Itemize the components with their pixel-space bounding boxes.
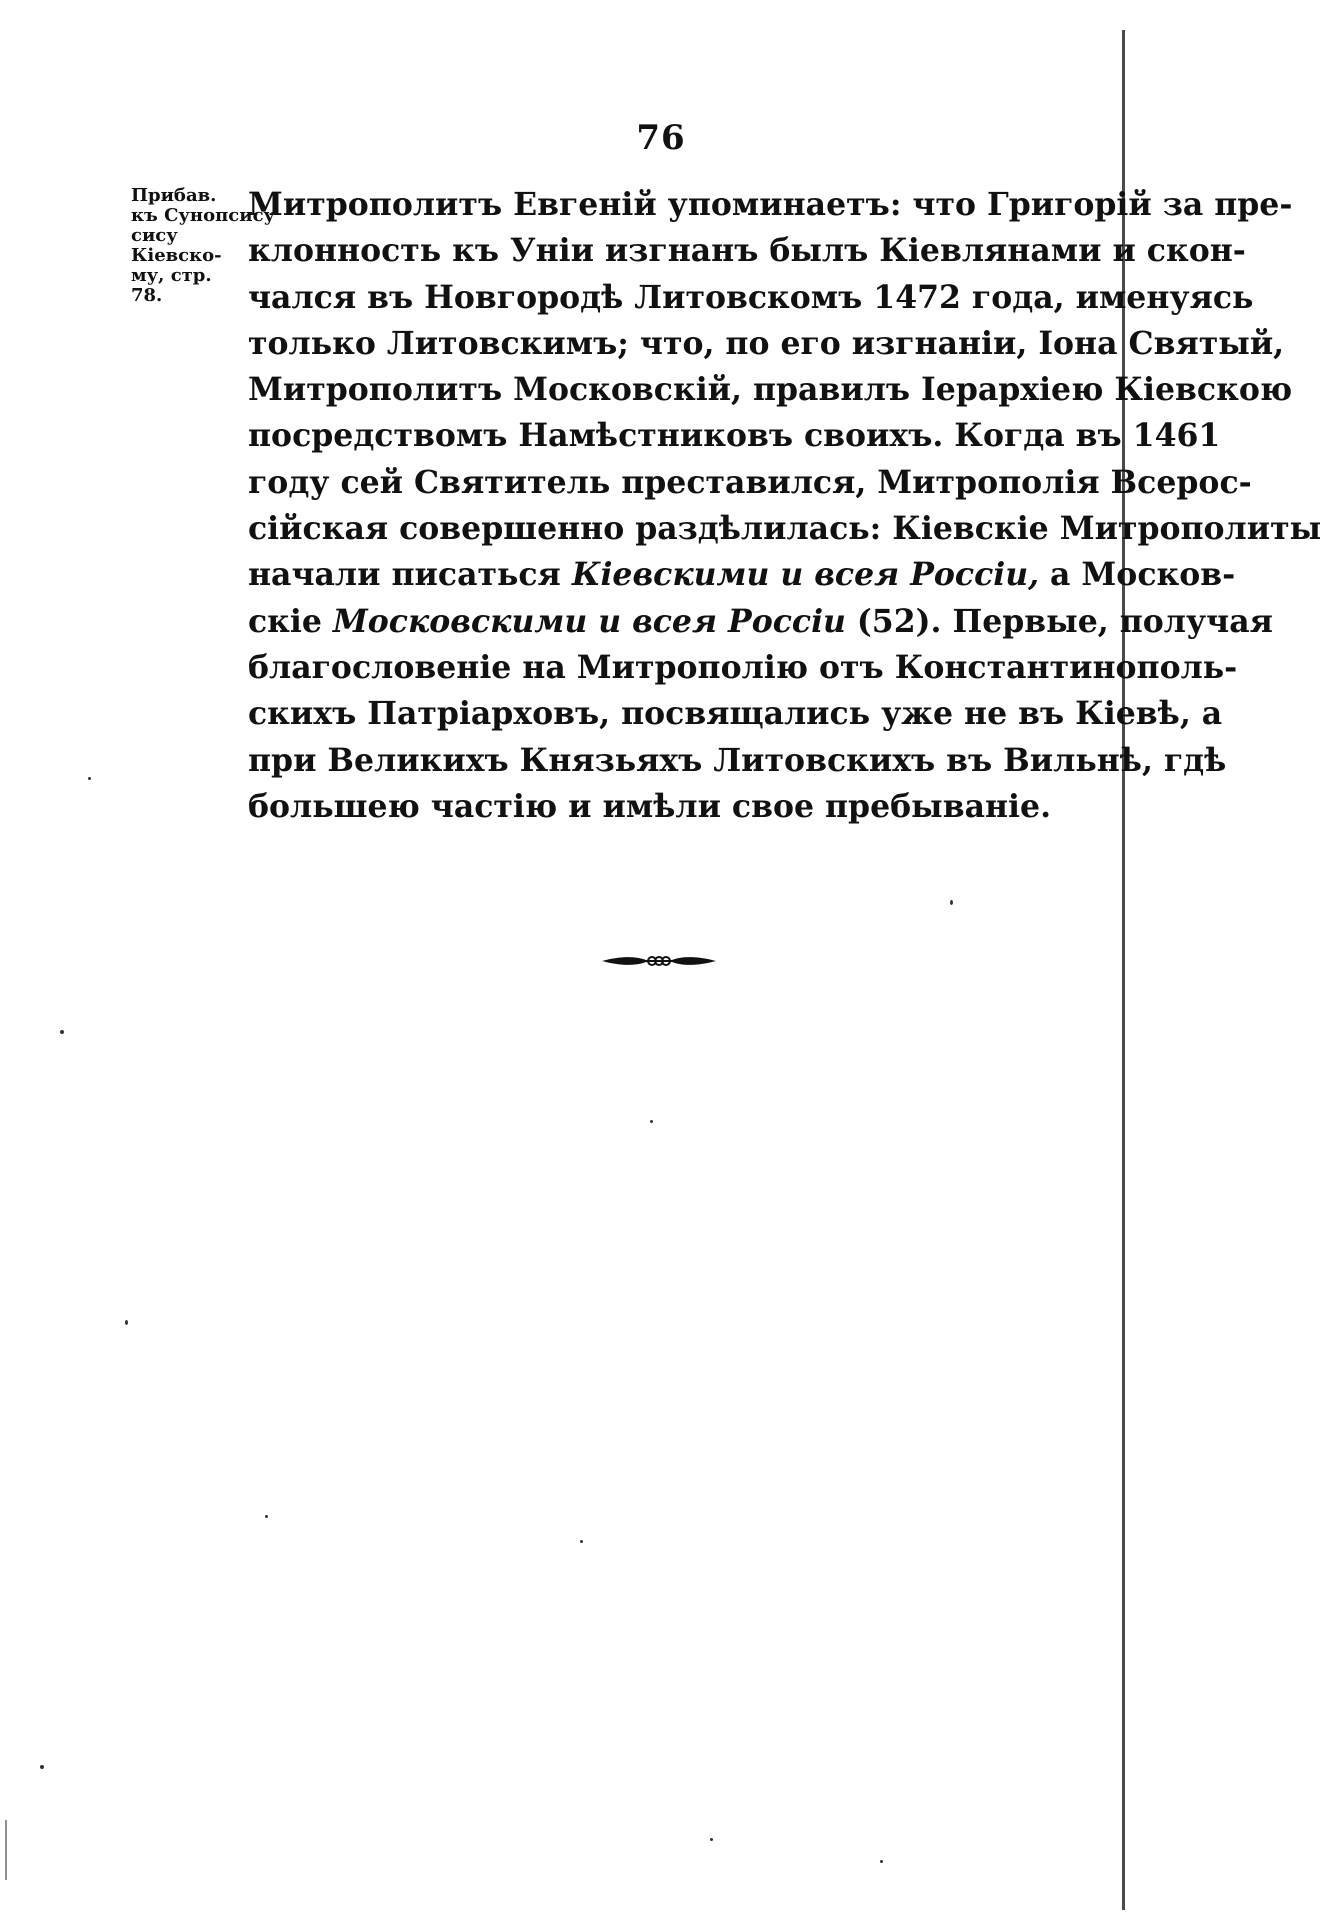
italic-phrase: Кіевскими и всея Россіи,	[571, 556, 1040, 594]
scan-speck	[125, 1320, 128, 1325]
scan-speck	[880, 1860, 883, 1863]
scan-speck	[40, 1765, 44, 1769]
text-segment: клонность къ Уніи изгнанъ былъ Кіевлянами и скон-	[248, 232, 1246, 270]
text-segment: только Литовскимъ; что, по его изгнаніи, Іона Святый,	[248, 324, 1285, 362]
text-segment: году сей Святитель преставился, Митрополія Всерос-	[248, 463, 1252, 501]
text-segment: чался въ Новгородѣ Литовскомъ 1472 года, именуясь	[248, 278, 1254, 316]
text-segment: а Москов-	[1039, 556, 1236, 594]
margin-note-line: Кіевско-	[131, 245, 222, 266]
margin-note-line: Прибав.	[131, 185, 217, 206]
text-segment: Митрополитъ Московскій, правилъ Іерархіею Кіевскою	[248, 371, 1293, 409]
page-number: 76	[636, 118, 686, 158]
body-text	[248, 182, 1322, 830]
scan-speck	[710, 1838, 713, 1841]
page-edge-mark	[5, 1820, 7, 1880]
text-segment: большею частію и имѣли свое пребываніе.	[248, 787, 1052, 825]
scan-speck	[88, 777, 91, 780]
body-text-line	[248, 599, 1273, 645]
italic-phrase: Московскими и всея Россіи	[332, 602, 846, 640]
scan-speck	[580, 1540, 583, 1543]
body-text-line	[248, 460, 1252, 506]
scan-speck	[950, 900, 953, 905]
text-segment: благословеніе на Митрополію отъ Константинополь-	[248, 648, 1238, 686]
text-segment: скихъ Патріарховъ, посвящались уже не въ Кіевѣ, а	[248, 695, 1223, 733]
margin-note-line: 78.	[131, 285, 163, 306]
body-text-line	[248, 552, 1236, 598]
body-text-line	[248, 784, 1078, 830]
text-segment: скіе	[248, 602, 333, 640]
scan-speck	[650, 1120, 653, 1123]
margin-note-line: сису	[131, 225, 178, 246]
body-text-line	[248, 182, 1293, 228]
text-segment: сійская совершенно раздѣлилась: Кіевскіе Митрополиты	[248, 510, 1322, 548]
margin-note-line: къ Сунопсису	[131, 205, 276, 226]
body-text-line	[248, 691, 1223, 737]
body-text-line	[248, 321, 1285, 367]
text-segment: при Великихъ Князьяхъ Литовскихъ въ Вильнѣ, гдѣ	[248, 741, 1227, 779]
body-text-line	[248, 275, 1254, 321]
body-text-line	[248, 367, 1293, 413]
tailpiece-ornament-icon	[600, 950, 718, 972]
body-text-line	[248, 645, 1238, 691]
body-text-line	[248, 413, 1221, 459]
body-text-line	[248, 506, 1322, 552]
text-segment: посредствомъ Намѣстниковъ своихъ. Когда въ 1461	[248, 417, 1221, 455]
scan-speck	[265, 1515, 268, 1518]
margin-note	[131, 185, 276, 306]
text-segment: (52). Первые, получая	[845, 602, 1273, 640]
body-text-line	[248, 228, 1246, 274]
scan-speck	[60, 1030, 64, 1034]
body-text-line	[248, 738, 1227, 784]
text-segment: начали писаться	[248, 556, 572, 594]
text-segment: Митрополитъ Евгеній упоминаетъ: что Григорій за пре-	[248, 186, 1293, 223]
margin-note-line: му, стр.	[131, 265, 212, 286]
